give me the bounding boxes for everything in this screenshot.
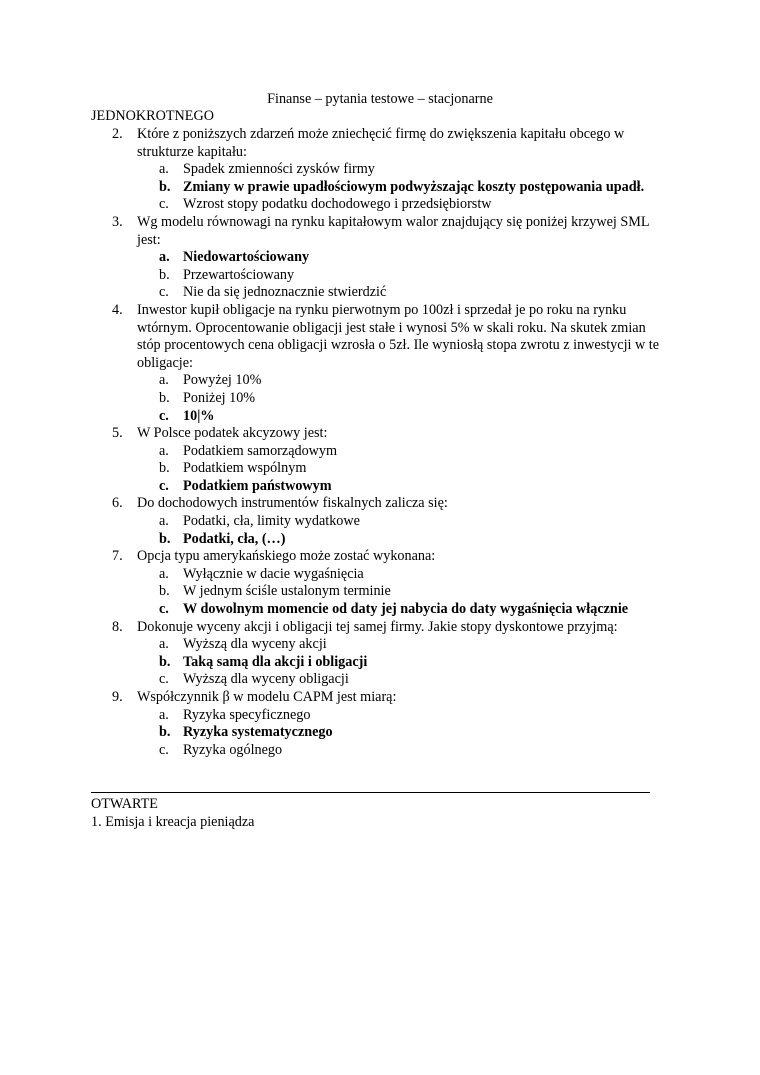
answer-option <box>137 742 671 760</box>
question-text: Współczynnik β w modelu CAPM jest miarą: <box>137 689 397 705</box>
answer-option <box>137 372 671 390</box>
question-text: Które z poniższych zdarzeń może zniechęcić firmę do zwiększenia kapitału obcego w strukturze kapitału: <box>137 126 625 160</box>
answer-option <box>137 566 671 584</box>
option-letter: a. <box>159 636 169 653</box>
answer-option-correct <box>137 601 671 619</box>
question-number: 6. <box>112 495 123 512</box>
option-letter: b. <box>159 266 170 283</box>
question-item <box>91 302 671 372</box>
question-number: 8. <box>112 618 123 635</box>
section-heading-single: JEDNOKROTNEGO <box>91 108 214 124</box>
answer-option-correct <box>137 724 671 742</box>
question-item <box>91 214 671 249</box>
option-letter: b. <box>159 389 170 406</box>
option-text: Spadek zmienności zysków firmy <box>183 161 375 178</box>
answer-option <box>137 460 671 478</box>
option-letter: a. <box>159 706 169 723</box>
option-letter: c. <box>159 741 169 758</box>
answer-option <box>137 583 671 601</box>
question-number: 7. <box>112 548 123 565</box>
answer-option <box>137 636 671 654</box>
option-letter: c. <box>159 407 169 424</box>
option-text: Podatkiem samorządowym <box>183 442 338 459</box>
option-text: Podatkiem wspólnym <box>183 460 307 477</box>
section-heading-open: OTWARTE <box>91 796 158 812</box>
answer-option-correct <box>137 249 671 267</box>
option-text: Taką samą dla akcji i obligacji <box>183 653 368 670</box>
option-text: Podatkiem państwowym <box>183 477 332 494</box>
option-text: Wzrost stopy podatku dochodowego i przedsiębiorstw <box>183 196 492 213</box>
question-number: 3. <box>112 213 123 230</box>
answer-option <box>137 513 671 531</box>
horizontal-divider <box>91 792 650 793</box>
question-number: 2. <box>112 126 123 142</box>
option-text: Ryzyka ogólnego <box>183 741 283 758</box>
question-item <box>91 619 671 637</box>
option-letter: c. <box>159 601 169 618</box>
answer-option-correct <box>137 408 671 426</box>
question-text: Dokonuje wyceny akcji i obligacji tej samej firmy. Jakie stopy dyskontowe przyjmą: <box>137 618 618 635</box>
option-text: Niedowartościowany <box>183 249 310 266</box>
answer-option <box>137 196 671 214</box>
answer-option-correct <box>137 654 671 672</box>
question-item <box>91 689 671 707</box>
option-letter: b. <box>159 583 170 600</box>
option-letter: b. <box>159 653 171 670</box>
option-text: Podatki, cła, limity wydatkowe <box>183 513 360 530</box>
answer-option <box>137 707 671 725</box>
option-letter: a. <box>159 161 169 178</box>
answer-option <box>137 161 671 179</box>
option-text: Ryzyka specyficznego <box>183 706 311 723</box>
question-item <box>91 425 671 443</box>
answer-option <box>137 284 671 302</box>
option-letter: b. <box>159 178 171 195</box>
option-letter: a. <box>159 249 170 266</box>
option-letter: c. <box>159 477 169 494</box>
question-item <box>91 495 671 513</box>
option-text: Przewartościowany <box>183 266 295 283</box>
question-text: W Polsce podatek akcyzowy jest: <box>137 425 328 442</box>
question-number: 9. <box>112 689 123 705</box>
answer-option <box>137 671 671 689</box>
question-text: Wg modelu równowagi na rynku kapitałowym walor znajdujący się poniżej krzywej SML jest: <box>137 213 650 248</box>
answer-option-correct <box>137 531 671 549</box>
option-letter: b. <box>159 460 170 477</box>
option-letter: a. <box>159 442 169 459</box>
option-letter: b. <box>159 530 171 547</box>
option-text: Zmiany w prawie upadłościowym podwyższając koszty postępowania upadł. <box>183 178 645 195</box>
option-letter: a. <box>159 513 169 530</box>
option-text: Wyłącznie w dacie wygaśnięcia <box>183 565 364 582</box>
option-text: Nie da się jednoznacznie stwierdzić <box>183 284 387 301</box>
answer-option <box>137 443 671 461</box>
option-text: Podatki, cła, (…) <box>183 530 286 547</box>
answer-option-correct <box>137 478 671 496</box>
question-number: 4. <box>112 301 123 318</box>
answer-option <box>137 267 671 285</box>
option-letter: a. <box>159 372 169 389</box>
question-text: Inwestor kupił obligacje na rynku pierwotnym po 100zł i sprzedał je po roku na rynku wtórnym. Oprocentowanie obligacji jest stałe i wynosi 5% w skali roku. Na skutek zmian stóp procentowych cena obligacji wzrosła o 5zł. Ile wyniosłą stopa zwrotu z inwestycji w te obligacje: <box>137 301 660 371</box>
option-text: 10|% <box>183 407 215 424</box>
option-text: Ryzyka systematycznego <box>183 724 333 741</box>
question-item <box>91 548 671 566</box>
option-letter: c. <box>159 196 169 213</box>
option-text: W jednym ściśle ustalonym terminie <box>183 583 391 600</box>
document-title: Finanse – pytania testowe – stacjonarne <box>267 91 493 107</box>
option-letter: c. <box>159 284 169 301</box>
answer-option-correct <box>137 179 671 197</box>
open-question-item: 1. Emisja i kreacja pieniądza <box>91 814 255 830</box>
option-text: W dowolnym momencie od daty jej nabycia do daty wygaśnięcia włącznie <box>183 601 629 618</box>
question-text: Opcja typu amerykańskiego może zostać wykonana: <box>137 548 436 565</box>
option-text: Wyższą dla wyceny akcji <box>183 636 327 653</box>
option-text: Wyższą dla wyceny obligacji <box>183 671 349 688</box>
option-text: Powyżej 10% <box>183 372 262 389</box>
option-letter: b. <box>159 724 171 741</box>
answer-option <box>137 390 671 408</box>
option-letter: c. <box>159 671 169 688</box>
question-text: Do dochodowych instrumentów fiskalnych zalicza się: <box>137 495 448 512</box>
question-item <box>91 126 671 161</box>
question-list <box>91 126 671 759</box>
question-number: 5. <box>112 425 123 442</box>
option-text: Poniżej 10% <box>183 389 256 406</box>
option-letter: a. <box>159 565 169 582</box>
